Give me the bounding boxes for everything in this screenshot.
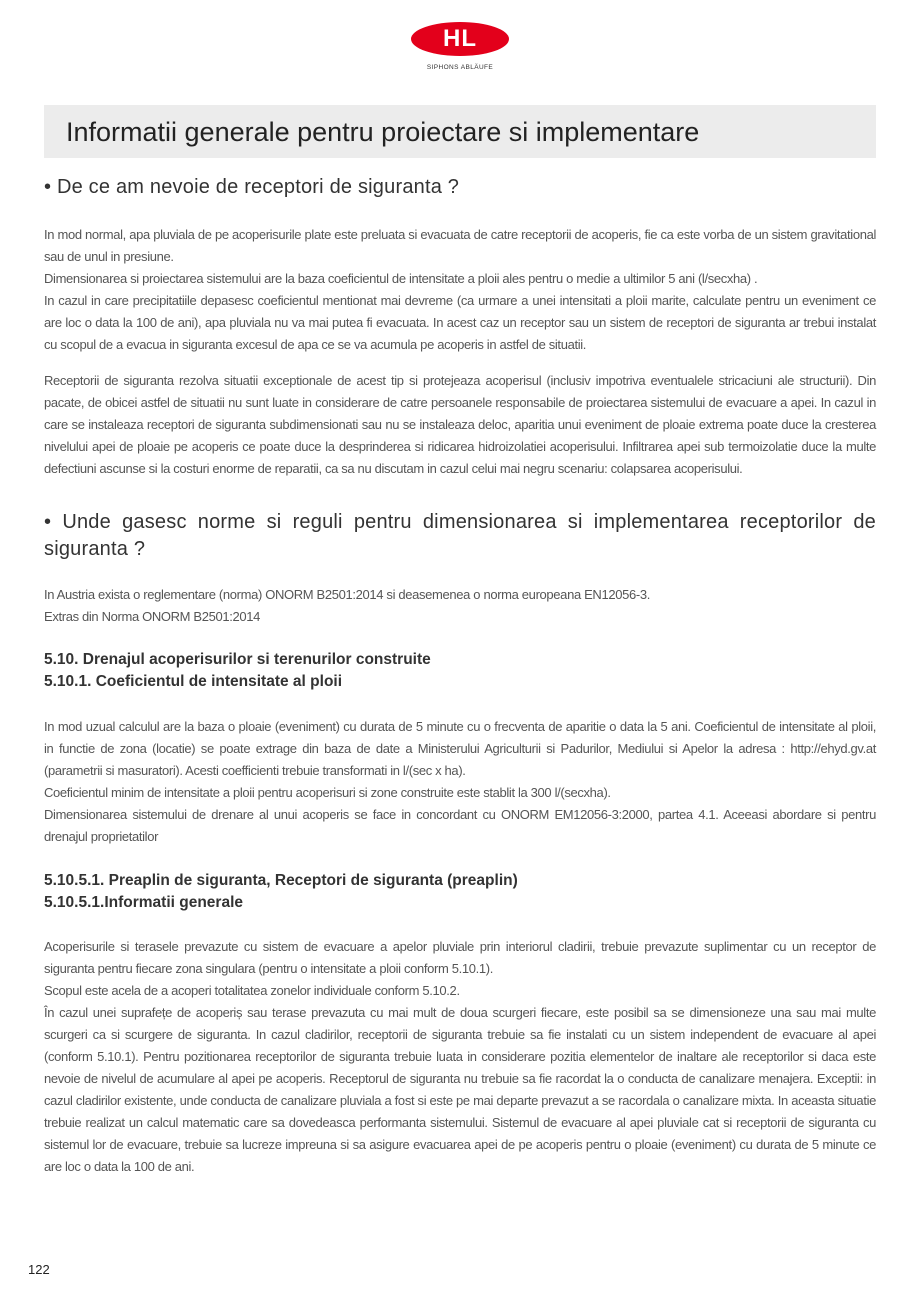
paragraph: Extras din Norma ONORM B2501:2014 bbox=[44, 609, 261, 624]
section-heading: • Unde gasesc norme si reguli pentru dimensionarea si implementarea receptorilor de siguranta ? bbox=[44, 511, 876, 560]
norm-heading: 5.10. Drenajul acoperisurilor si terenurilor construite bbox=[44, 651, 431, 668]
logo-mark: HL bbox=[411, 22, 509, 56]
paragraph-group bbox=[44, 936, 876, 1178]
paragraph: In Austria exista o reglementare (norma) ONORM B2501:2014 si deasemenea o norma europeana EN12056-3. bbox=[44, 587, 650, 602]
paragraph: Dimensionarea si proiectarea sistemului are la baza coeficientul de intensitate a ploii ales pentru o medie a ultimilor 5 ani (l/secxha) . bbox=[44, 271, 758, 286]
norm-heading: 5.10.5.1. Preaplin de siguranta, Receptori de siguranta (preaplin) bbox=[44, 872, 518, 889]
title-bar bbox=[44, 105, 876, 158]
paragraph: In cazul in care precipitatiile depasesc coeficientul mentionat mai devreme (ca urmare a unei intensitati a ploii marite, calculate pentru un eveniment ce are loc o data la 100 de ani), apa pluviala nu va mai putea fi evacuata. In acest caz un receptor sau un sistem de receptori de siguranta ar trebui instalat cu scopul de a evacua in siguranta excesul de apa ce se va acumula pe acoperis in astfel de situatii. bbox=[44, 293, 876, 352]
norm-subheading: 5.10.1. Coeficientul de intensitate al ploii bbox=[44, 673, 343, 690]
paragraph: Coeficientul minim de intensitate a ploii pentru acoperisuri si zone construite este stablit la 300 l/(secxha). bbox=[44, 785, 611, 800]
section-heading: • De ce am nevoie de receptori de siguranta ? bbox=[44, 176, 460, 198]
paragraph: In mod uzual calculul are la baza o ploaie (eveniment) cu durata de 5 minute cu o frecventa de aparitie o data la 5 ani. Coeficientul de intensitate al ploii, in functie de zona (locatie) se poate extrage din baza de date a Ministerului Agriculturii si Padurilor, Mediului si Apelor la adresa : http://ehyd.gv.at (parametrii si masuratori). Acesti coefficienti trebuie transformati in l/(sec x ha). bbox=[44, 719, 876, 778]
norm-subheading: 5.10.5.1.Informatii generale bbox=[44, 894, 244, 911]
paragraph-group bbox=[44, 224, 876, 356]
page-number: 122 bbox=[28, 1262, 50, 1277]
paragraph: Receptorii de siguranta rezolva situatii exceptionale de acest tip si protejeaza acoperisul (inclusiv impotriva eventualele stricaciuni ale structurii). Din pacate, de obicei astfel de situatii nu sunt luate in considerare de catre persoanele responsabile de proiectarea sistemului de evacuare a apei. In cazul in care se instaleaza receptori de siguranta subdimensionati sau nu se instaleaza deloc, aparitia unui eveniment de ploaie extrema poate duce la cresterea nivelului apei de ploaie pe acoperis ce poate duce la desprinderea si ridicarea hidroizolatiei acoperisului. Infiltrarea apei sub termoizolatie duce la multe defectiuni ascunse si la costuri enorme de reparatii, ca sa nu discutam in cazul celui mai negru scenariu: colapsarea acoperisului. bbox=[44, 373, 876, 476]
page-title: Informatii generale pentru proiectare si implementare bbox=[66, 117, 700, 147]
paragraph: Scopul este acela de a acoperi totalitatea zonelor individuale conform 5.10.2. bbox=[44, 983, 460, 998]
paragraph: În cazul unei suprafețe de acoperiș sau terase prevazuta cu mai mult de doua scurgeri fiecare, este posibil sa se dimensioneze una sau mai multe scurgeri ca si scurgere de siguranta. In cazul cladirilor, receptorii de siguranta trebuie sa fie instalati cu un sistem independent de evacuare al apei (conform 5.10.1). Pentru pozitionarea receptorilor de siguranta trebuie luata in considerare pozitia elementelor de inaltare ale receptorilor si daca este nevoie de nivelul de acumulare al apei pe acoperis. Receptorul de siguranta nu trebuie sa fie racordat la o conducta de canalizare menajera. Exceptii: in cazul cladirilor existente, unde conducta de canalizare pluviala a fost si este pe mai departe prevazut a se racordala o canalizare mixta. In aceasta situatie trebuie realizat un calcul matematic care sa dovedeasca performanta sistemului. Sistemul de evacuare al apei pluviale cat si receptorii de siguranta cu sistemul lor de evacuare, trebuie sa lucreze impreuna si sa asigure evacuarea apei de pe acoperis pentru o ploaie (eveniment) cu durata de 5 minute ce are loc o data la 100 de ani. bbox=[44, 1005, 876, 1174]
paragraph-group bbox=[44, 716, 876, 848]
paragraph: Dimensionarea sistemului de drenare al unui acoperis se face in concordant cu ONORM EM12056-3:2000, partea 4.1. Aceeasi abordare si pentru drenajul proprietatilor bbox=[44, 807, 876, 844]
paragraph-group bbox=[44, 584, 876, 628]
hl-logo bbox=[410, 22, 510, 72]
paragraph: Acoperisurile si terasele prevazute cu sistem de evacuare a apelor pluviale prin interiorul cladirii, trebuie prevazute suplimentar cu un receptor de siguranta pentru fiecare zona singulara (pentru o intensitate a ploii conform 5.10.1). bbox=[44, 939, 876, 976]
paragraph: In mod normal, apa pluviala de pe acoperisurile plate este preluata si evacuata de catre receptorii de acoperis, fie ca este vorba de un sistem gravitational sau de unul in presiune. bbox=[44, 227, 876, 264]
logo-subtitle: SIPHONS ABLÄUFE bbox=[426, 64, 494, 71]
